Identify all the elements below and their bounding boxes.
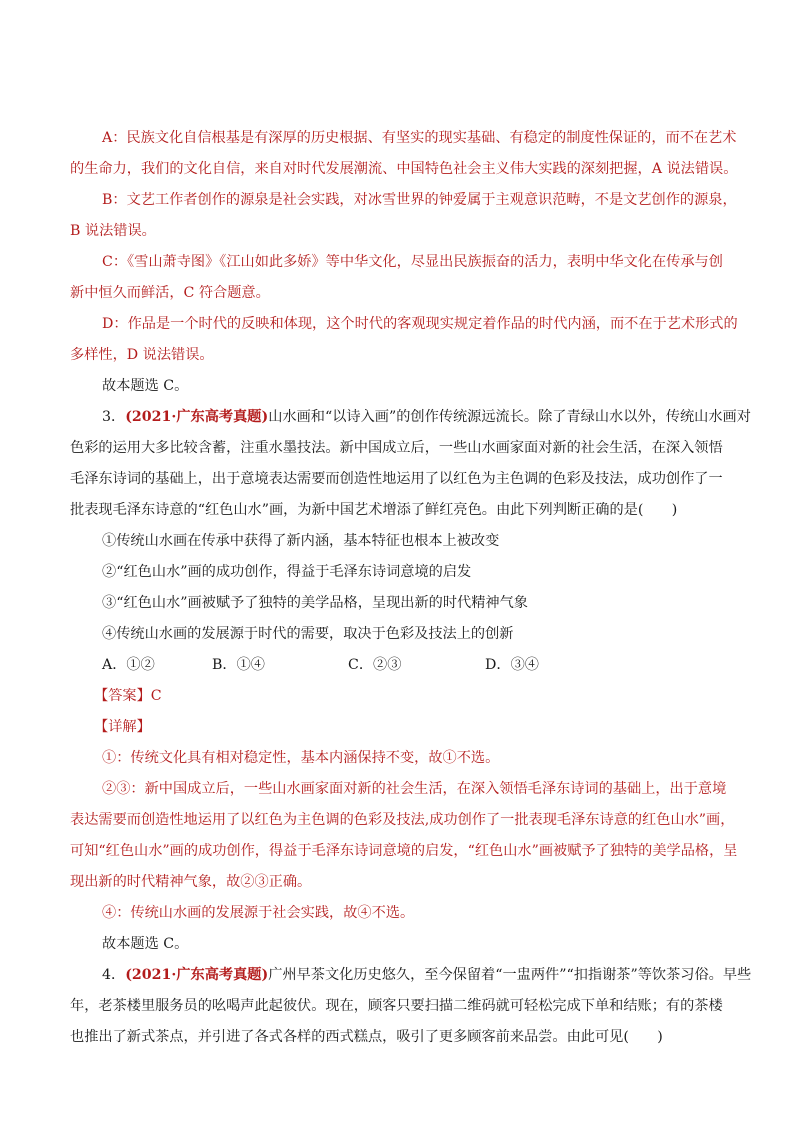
q3-statement-4: ④传统山水画的发展源于时代的需要，取决于色彩及技法上的创新	[102, 626, 514, 642]
q3-statement-2: ②“红色山水”画的成功创作，得益于毛泽东诗词意境的启发	[102, 564, 472, 580]
q3-option-d: D．③④	[485, 657, 539, 673]
q3-detail-label: 【详解】	[94, 719, 151, 735]
q3-answer: 【答案】C	[94, 688, 162, 704]
q3-stem-text1: 山水画和“以诗入画”的创作传统源远流长。除了青绿山水以外，传统山水画对	[268, 409, 751, 425]
explanation-d-line1: D：作品是一个时代的反映和体现，这个时代的客观现实规定着作品的时代内涵，而不在于艺术形式的	[102, 316, 738, 332]
explanation-c-line2: 新中恒久而鲜活，C 符合题意。	[70, 285, 270, 301]
q4-stem-line2: 年，老茶楼里服务员的吆喝声此起彼伏。现在，顾客只要扫描二维码就可轻松完成下单和结账；有的茶楼	[70, 998, 723, 1014]
q3-option-b: B．①④	[212, 657, 265, 673]
q3-statement-3: ③“红色山水”画被赋予了独特的美学品格，呈现出新的时代精神气象	[102, 595, 528, 611]
q3-source: (2021·广东高考真题)	[125, 409, 269, 425]
q3-detail-p2-line4: 现出新的时代精神气象，故②③正确。	[70, 874, 312, 890]
q4-number: 4．	[102, 967, 126, 983]
explanation-c-line1: C：《雪山萧寺图》《江山如此多娇》等中华文化，尽显出民族振奋的活力，表明中华文化在传承与创	[102, 254, 723, 270]
q3-stem-line3: 毛泽东诗词的基础上，出于意境表达需要而创造性地运用了以红色为主色调的色彩及技法，成功创作了一	[70, 471, 723, 487]
q3-detail-p2-line3: 可知“红色山水”画的成功创作，得益于毛泽东诗词意境的启发，“红色山水”画被赋予了独特的美学品格，呈	[70, 843, 738, 859]
q3-stem-line1	[102, 407, 751, 427]
q3-number: 3．	[102, 409, 126, 425]
q3-detail-p1: ①：传统文化具有相对稳定性，基本内涵保持不变，故①不选。	[102, 750, 500, 766]
q4-stem-line3: 也推出了新式茶点，并引进了各式各样的西式糕点，吸引了更多顾客前来品尝。由此可见( )	[70, 1029, 663, 1045]
q3-detail-p2-line2: 表达需要而创造性地运用了以红色为主色调的色彩及技法,成功创作了一批表现毛泽东诗意的红色山水”画，	[70, 812, 735, 828]
q3-detail-p2-line1: ②③：新中国成立后，一些山水画家面对新的社会生活，在深入领悟毛泽东诗词的基础上，出于意境	[102, 781, 727, 797]
explanation-b-line2: B 说法错误。	[70, 223, 156, 239]
q4-stem-text1: 广州早茶文化历史悠久，至今保留着“一盅两件”“扣指谢茶”等饮茶习俗。早些	[268, 967, 752, 983]
q4-stem-line1	[102, 965, 751, 985]
explanation-d-line2: 多样性，D 说法错误。	[70, 347, 214, 363]
q4-source: (2021·广东高考真题)	[125, 967, 269, 983]
q3-option-a: A．①②	[102, 657, 155, 673]
q3-detail-p3: ④：传统山水画的发展源于社会实践，故④不选。	[102, 905, 415, 921]
explanation-a-line2: 的生命力，我们的文化自信，来自对时代发展潮流、中国特色社会主义伟大实践的深刻把握，A 说法错误。	[70, 161, 738, 177]
explanation-a-line1: A：民族文化自信根基是有深厚的历史根据、有坚实的现实基础、有稳定的制度性保证的，而不在艺术	[102, 130, 737, 146]
explanation-b-line1: B：文艺工作者创作的源泉是社会实践，对冰雪世界的钟爱属于主观意识范畴，不是文艺创作的源泉，	[102, 192, 737, 208]
q2-conclusion: 故本题选 C。	[102, 378, 189, 394]
q3-statement-1: ①传统山水画在传承中获得了新内涵，基本特征也根本上被改变	[102, 533, 500, 549]
q3-stem-line4: 批表现毛泽东诗意的“红色山水”画，为新中国艺术增添了鲜红亮色。由此下列判断正确的是( )	[70, 502, 678, 518]
q3-conclusion: 故本题选 C。	[102, 936, 189, 952]
q3-option-c: C．②③	[348, 657, 402, 673]
q3-stem-line2: 色彩的运用大多比较含蓄，注重水墨技法。新中国成立后，一些山水画家面对新的社会生活，在深入领悟	[70, 440, 723, 456]
